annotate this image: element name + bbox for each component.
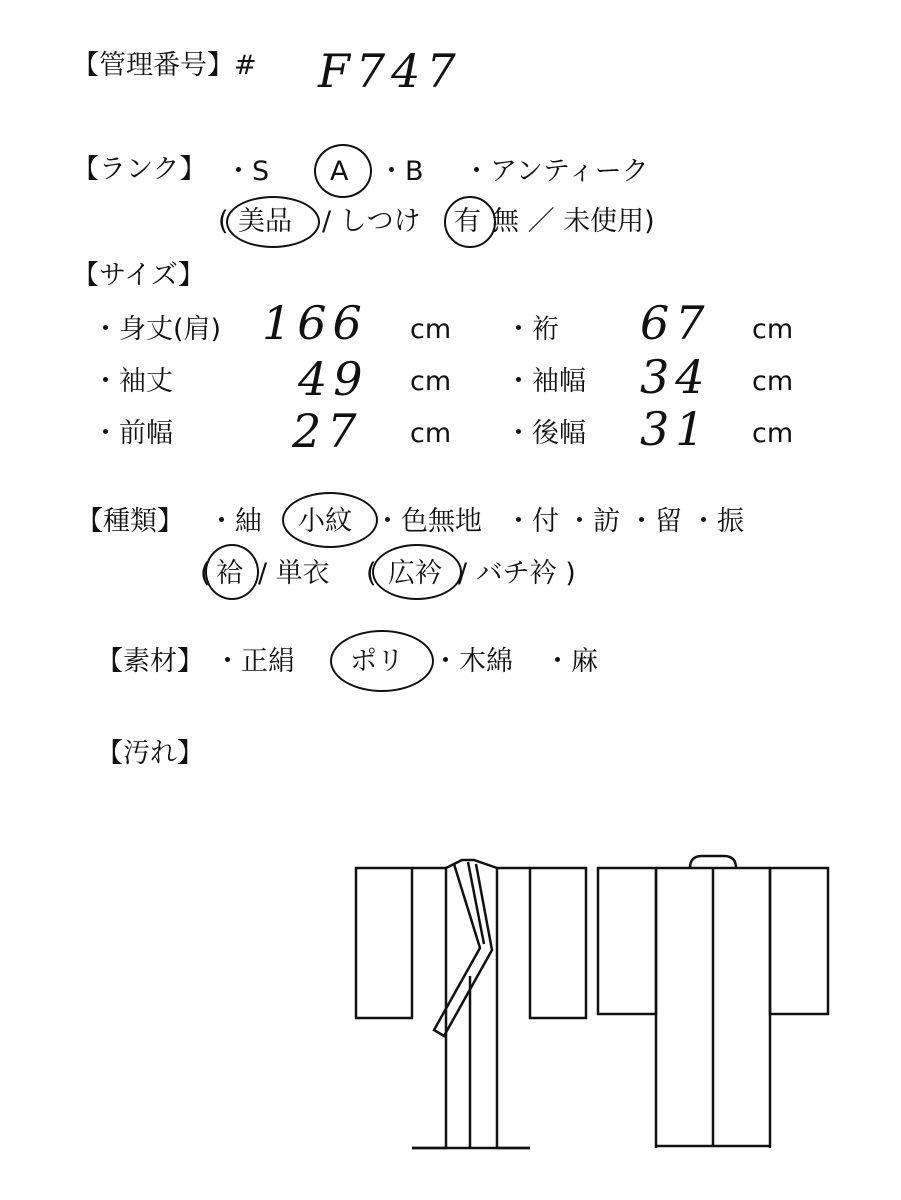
kind-furi: ・振 [690,506,744,537]
size-sodetake-value: 49 [298,352,369,406]
kind-hiroeri: 広衿 [388,558,442,589]
size-atohaba-label: ・後幅 [505,418,586,449]
kind-tsuke: ・付 [505,506,559,537]
size-unit-6: cm [752,418,794,449]
size-sodehaba-value: 34 [640,350,711,404]
size-yuki-label: ・裄 [505,314,559,345]
rank-option-b: ・B [378,156,424,187]
size-unit-2: cm [752,314,794,345]
size-unit-5: cm [410,418,452,449]
kimono-back-icon [594,848,834,1148]
size-maehaba-label: ・前幅 [92,418,173,449]
size-yuki-value: 67 [640,296,711,350]
kind-paren-1: ( [200,558,211,589]
rank-option-s: ・S [225,156,270,187]
size-unit-4: cm [752,366,794,397]
material-label: 【素材】 [96,646,204,677]
rank-option-antique: ・アンティーク [463,156,649,187]
material-hemp: ・麻 [544,646,598,677]
size-atohaba-value: 31 [640,402,711,456]
management-number-value: F747 [318,44,462,98]
condition-open-paren: ( [218,206,229,237]
management-number-label: 【管理番号】# [72,50,257,81]
size-label: 【サイズ】 [72,260,205,291]
rank-option-a: A [330,156,349,187]
condition-rest: 無 ／ 未使用) [492,206,655,237]
stain-label: 【汚れ】 [96,738,204,769]
kind-komon: 小紋 [298,506,352,537]
condition-ari: 有 [454,206,481,237]
size-mitake-label: ・身丈(肩) [92,314,222,345]
size-mitake-value: 166 [262,296,368,350]
kind-label: 【種類】 [76,506,184,537]
size-maehaba-value: 27 [292,404,363,458]
rank-label: 【ランク】 [72,154,207,185]
kind-hou: ・訪 [566,506,620,537]
condition-bihin: 美品 [238,206,292,237]
material-poly: ポリ [350,646,404,677]
kind-paren-2: ( [366,558,377,589]
size-sodehaba-label: ・袖幅 [505,366,586,397]
kimono-front-icon [352,856,592,1156]
size-unit-3: cm [410,366,452,397]
size-sodetake-label: ・袖丈 [92,366,173,397]
kind-bachieri: / バチ衿 ) [458,558,576,589]
condition-shitsuke: / しつけ [322,206,421,237]
kind-iromuji: ・色無地 [374,506,482,537]
material-cotton: ・木綿 [432,646,513,677]
material-silk: ・正絹 [214,646,295,677]
size-unit-1: cm [410,314,452,345]
kind-tome: ・留 [628,506,682,537]
kind-tsumugi: ・紬 [208,506,262,537]
kind-awase: 袷 [216,558,243,589]
kind-hitoe: / 単衣 [258,558,330,589]
